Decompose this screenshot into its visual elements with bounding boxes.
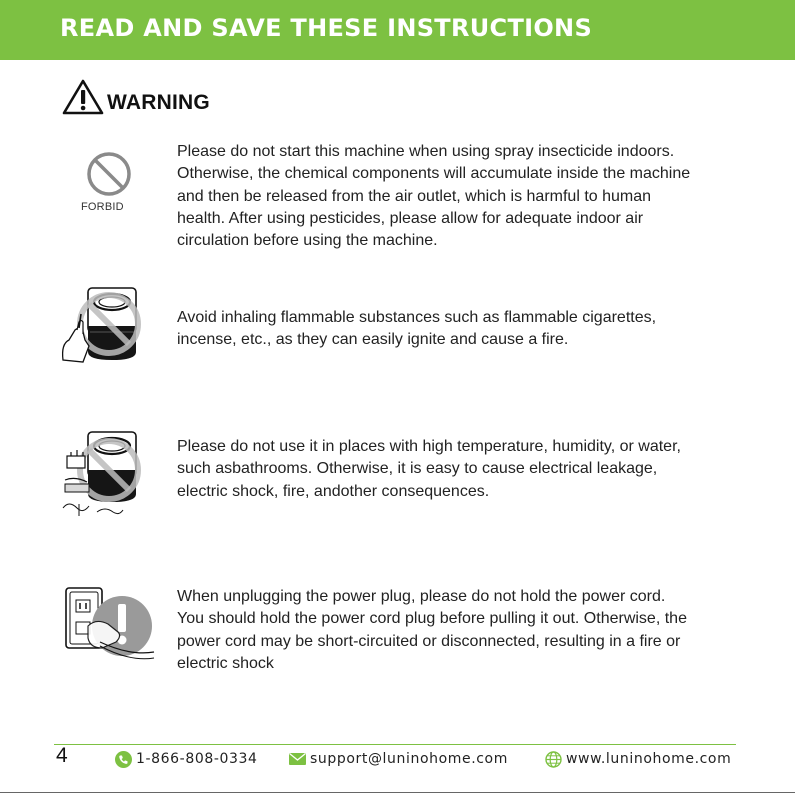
forbid-icon xyxy=(86,151,132,197)
website-url[interactable]: www.luninohome.com xyxy=(566,751,732,767)
text-line: incense, etc., as they can easily ignite and cause a fire. xyxy=(177,331,569,349)
instruction-text xyxy=(177,586,777,675)
text-line: Avoid inhaling flammable substances such as flammable cigarettes, xyxy=(177,309,657,326)
text-line: electric shock xyxy=(177,654,274,672)
phone-number: 1-866-808-0334 xyxy=(136,751,258,767)
no-water-purifier-icon xyxy=(57,428,149,520)
text-line: health. After using pesticides, please allow for adequate indoor air xyxy=(177,209,644,227)
page-bottom-rule xyxy=(0,792,795,793)
envelope-icon xyxy=(289,752,306,767)
page-number: 4 xyxy=(56,744,68,767)
text-line: When unplugging the power plug, please do not hold the power cord. xyxy=(177,588,666,605)
instruction-text xyxy=(177,307,777,352)
instruction-text xyxy=(177,141,777,252)
footer-divider xyxy=(54,744,736,745)
text-line: Otherwise, the chemical components will accumulate inside the machine xyxy=(177,165,691,183)
text-line: such asbathrooms. Otherwise, it is easy to cause electrical leakage, xyxy=(177,460,658,478)
text-line: power cord may be short-circuited or disconnected, resulting in a fire or xyxy=(177,632,681,650)
email-address[interactable]: support@luninohome.com xyxy=(310,751,508,767)
text-line: Please do not start this machine when using spray insecticide indoors. xyxy=(177,143,675,160)
text-line: circulation before using the machine. xyxy=(177,232,438,250)
forbid-label: FORBID xyxy=(81,201,124,213)
no-flammable-purifier-icon xyxy=(57,282,149,370)
unplug-caution-icon xyxy=(60,582,156,662)
globe-icon xyxy=(545,751,562,768)
text-line: and then be released from the air outlet, which is harmful to human xyxy=(177,187,652,205)
warning-label: WARNING xyxy=(107,91,210,114)
instruction-text xyxy=(177,436,777,503)
text-line: You should hold the power cord plug before pulling it out. Otherwise, the xyxy=(177,610,687,628)
page-title: READ AND SAVE THESE INSTRUCTIONS xyxy=(60,14,593,42)
text-line: electric shock, fire, andother consequences. xyxy=(177,482,490,500)
text-line: Please do not use it in places with high temperature, humidity, or water, xyxy=(177,438,681,455)
warning-triangle-icon xyxy=(62,79,104,115)
phone-icon xyxy=(115,751,132,768)
header-bar xyxy=(0,0,795,60)
